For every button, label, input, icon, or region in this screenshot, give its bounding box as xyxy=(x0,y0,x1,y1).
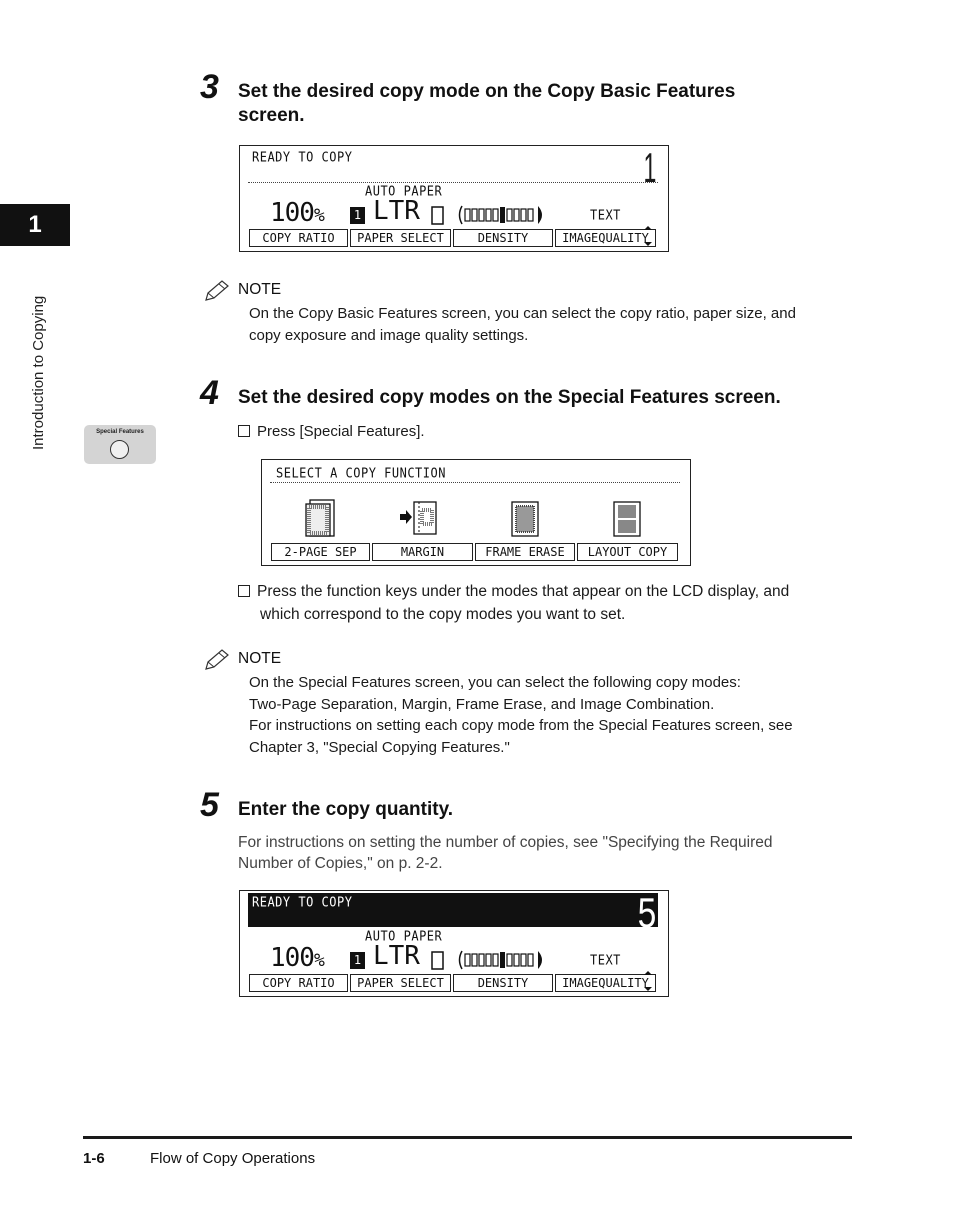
step-4-heading: Set the desired copy modes on the Special Features screen. xyxy=(238,387,781,408)
lcd-paper-size: LTR xyxy=(373,196,420,226)
note-1-line2: copy exposure and image quality settings. xyxy=(249,326,529,344)
page-number: 1-6 xyxy=(83,1150,105,1167)
paper-select-tab[interactable]: PAPER SELECT xyxy=(350,229,451,247)
special-features-key-label: Special Features xyxy=(96,429,144,435)
circle-icon xyxy=(110,440,129,459)
lcd-ratio-value: 100 xyxy=(270,943,314,973)
lcd-status: READY TO COPY xyxy=(252,894,353,910)
density-scale-icon xyxy=(458,204,553,226)
tray-icon: 1 xyxy=(350,207,365,224)
scroll-arrows-icon xyxy=(643,225,653,247)
frame-erase-tab[interactable]: FRAME ERASE xyxy=(475,543,575,561)
step-5-number: 5 xyxy=(200,786,219,824)
margin-icon xyxy=(398,500,440,536)
lcd-ratio xyxy=(270,943,324,973)
layout-copy-icon xyxy=(612,500,642,538)
lcd-ratio xyxy=(270,198,324,228)
copy-ratio-tab[interactable]: COPY RATIO xyxy=(249,974,348,992)
step-5-text xyxy=(238,832,773,874)
lcd-status: READY TO COPY xyxy=(252,149,353,165)
step-5-line2: Number of Copies," on p. 2-2. xyxy=(238,855,443,872)
note-1-line1: On the Copy Basic Features screen, you can select the copy ratio, paper size, and xyxy=(249,305,796,322)
lcd-paper-size: LTR xyxy=(373,941,420,971)
note-1-title: NOTE xyxy=(238,281,282,298)
step-3-heading-line2: screen. xyxy=(238,105,305,126)
lcd-basic-features xyxy=(239,145,669,252)
checkbox-icon xyxy=(238,585,250,597)
image-quality-tab[interactable]: IMAGEQUALITY xyxy=(555,229,656,247)
step-4-bullet-2-line1: Press the function keys under the modes that appear on the LCD display, and xyxy=(257,583,790,600)
layout-copy-tab[interactable]: LAYOUT COPY xyxy=(577,543,678,561)
tray-icon: 1 xyxy=(350,952,365,969)
step-4-bullet-1 xyxy=(238,421,425,443)
step-4-bullet-2 xyxy=(238,580,789,626)
note-2-text xyxy=(249,672,793,758)
lcd-special-features xyxy=(261,459,691,566)
chapter-label: Introduction to Copying xyxy=(30,295,47,450)
two-page-sep-tab[interactable]: 2-PAGE SEP xyxy=(271,543,370,561)
checkbox-icon xyxy=(238,425,250,437)
margin-tab[interactable]: MARGIN xyxy=(372,543,473,561)
density-tab[interactable]: DENSITY xyxy=(453,229,553,247)
footer-section-title: Flow of Copy Operations xyxy=(150,1150,316,1167)
lcd-paper-mode: AUTO PAPER xyxy=(365,183,443,199)
special-features-key xyxy=(84,425,156,464)
note-2-line4: Chapter 3, "Special Copying Features." xyxy=(249,738,510,756)
image-quality-tab[interactable]: IMAGEQUALITY xyxy=(555,974,656,992)
lcd-copy-count: 5 xyxy=(637,889,656,936)
lcd-image-quality: TEXT xyxy=(590,207,621,223)
pencil-note-icon xyxy=(203,648,231,672)
note-1-text xyxy=(249,303,796,346)
step-4-bullet-1-text: Press [Special Features]. xyxy=(257,423,425,440)
copy-ratio-tab[interactable]: COPY RATIO xyxy=(249,229,348,247)
frame-erase-icon xyxy=(510,500,540,538)
paper-select-tab[interactable]: PAPER SELECT xyxy=(350,974,451,992)
lcd-ratio-unit: % xyxy=(313,950,324,971)
note-2-line3: For instructions on setting each copy mode from the Special Features screen, see xyxy=(249,717,793,734)
paper-orientation-icon xyxy=(431,206,445,226)
note-2-line1: On the Special Features screen, you can select the following copy modes: xyxy=(249,674,741,691)
density-scale-icon xyxy=(458,949,553,971)
lcd-paper-mode: AUTO PAPER xyxy=(365,928,443,944)
step-4-number: 4 xyxy=(200,374,219,412)
lcd-copy-count: 1 xyxy=(643,144,656,191)
step-4-bullet-2-line2: which correspond to the copy modes you want to set. xyxy=(260,606,626,623)
pencil-note-icon xyxy=(203,279,231,303)
step-5-heading: Enter the copy quantity. xyxy=(238,799,454,820)
step-3-number: 3 xyxy=(200,68,219,106)
lcd-ratio-value: 100 xyxy=(270,198,314,228)
lcd-copy-quantity xyxy=(239,890,669,997)
step-5-line1: For instructions on setting the number of copies, see "Specifying the Required xyxy=(238,834,773,851)
step-3-heading xyxy=(238,80,735,128)
two-page-separation-icon xyxy=(304,498,336,538)
note-2-title: NOTE xyxy=(238,650,282,667)
lcd-status: SELECT A COPY FUNCTION xyxy=(276,465,446,481)
footer-rule xyxy=(83,1136,852,1139)
lcd-image-quality: TEXT xyxy=(590,952,621,968)
step-3-heading-line1: Set the desired copy mode on the Copy Basic Features xyxy=(238,81,736,102)
chapter-tab: 1 xyxy=(0,204,70,246)
scroll-arrows-icon xyxy=(643,970,653,992)
density-tab[interactable]: DENSITY xyxy=(453,974,553,992)
paper-orientation-icon xyxy=(431,951,445,971)
note-2-line2: Two-Page Separation, Margin, Frame Erase, and Image Combination. xyxy=(249,695,715,713)
lcd-ratio-unit: % xyxy=(313,205,324,226)
